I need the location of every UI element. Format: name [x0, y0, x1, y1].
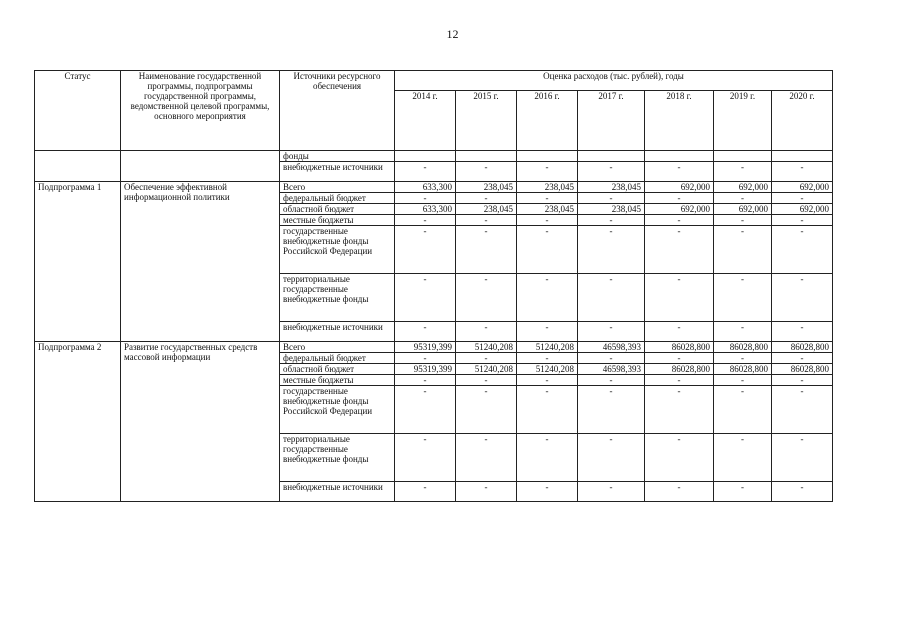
value-cell: 46598,393 — [578, 342, 645, 353]
header-sources: Источники ресурсного обеспечения — [280, 71, 395, 151]
source-cell: территориальные государственные внебюджетные фонды — [280, 274, 395, 322]
value-cell: - — [456, 274, 517, 322]
value-cell: - — [517, 274, 578, 322]
value-cell: - — [517, 193, 578, 204]
value-cell: - — [645, 482, 714, 502]
value-cell: 51240,208 — [456, 342, 517, 353]
value-cell: - — [772, 322, 833, 342]
value-cell: - — [578, 162, 645, 182]
value-cell: - — [772, 353, 833, 364]
value-cell: 95319,399 — [395, 342, 456, 353]
value-cell: - — [714, 386, 772, 434]
header-year: 2015 г. — [456, 91, 517, 151]
value-cell: - — [578, 386, 645, 434]
value-cell: 692,000 — [714, 182, 772, 193]
value-cell: 633,300 — [395, 204, 456, 215]
value-cell: - — [578, 193, 645, 204]
value-cell: - — [578, 482, 645, 502]
header-name: Наименование государственной программы, подпрограммы государственной программы, ведомственной целевой программы, основного мероприятия — [121, 71, 280, 151]
program-name-cell: Развитие государственных средств массовой информации — [121, 342, 280, 502]
source-cell: внебюджетные источники — [280, 482, 395, 502]
program-name-cell — [121, 151, 280, 182]
value-cell: - — [772, 434, 833, 482]
value-cell: - — [714, 322, 772, 342]
value-cell: - — [772, 274, 833, 322]
value-cell: - — [456, 162, 517, 182]
value-cell — [645, 151, 714, 162]
source-cell: областной бюджет — [280, 204, 395, 215]
value-cell: 692,000 — [645, 182, 714, 193]
value-cell: 238,045 — [517, 182, 578, 193]
value-cell: - — [395, 193, 456, 204]
source-cell: государственные внебюджетные фонды Российской Федерации — [280, 386, 395, 434]
value-cell: 95319,399 — [395, 364, 456, 375]
value-cell: - — [714, 482, 772, 502]
value-cell: - — [456, 434, 517, 482]
header-year: 2019 г. — [714, 91, 772, 151]
header-year: 2016 г. — [517, 91, 578, 151]
value-cell: - — [456, 215, 517, 226]
value-cell: - — [456, 193, 517, 204]
header-year: 2018 г. — [645, 91, 714, 151]
source-cell: федеральный бюджет — [280, 193, 395, 204]
page-number: 12 — [446, 27, 459, 41]
value-cell: - — [517, 226, 578, 274]
source-cell: местные бюджеты — [280, 375, 395, 386]
value-cell: - — [578, 226, 645, 274]
table-row — [35, 182, 833, 193]
value-cell: 692,000 — [772, 204, 833, 215]
value-cell: - — [395, 375, 456, 386]
value-cell: - — [395, 386, 456, 434]
value-cell: - — [645, 322, 714, 342]
value-cell: - — [456, 386, 517, 434]
value-cell: 238,045 — [456, 204, 517, 215]
value-cell: - — [772, 162, 833, 182]
value-cell: - — [645, 375, 714, 386]
value-cell: - — [395, 215, 456, 226]
source-cell: государственные внебюджетные фонды Российской Федерации — [280, 226, 395, 274]
value-cell: - — [456, 226, 517, 274]
value-cell: - — [517, 375, 578, 386]
value-cell: - — [395, 434, 456, 482]
status-cell — [35, 151, 121, 182]
value-cell: 86028,800 — [714, 342, 772, 353]
source-cell: Всего — [280, 342, 395, 353]
value-cell: 238,045 — [456, 182, 517, 193]
value-cell: - — [578, 353, 645, 364]
header-status: Статус — [35, 71, 121, 151]
value-cell: 51240,208 — [456, 364, 517, 375]
value-cell: - — [517, 322, 578, 342]
value-cell: 692,000 — [645, 204, 714, 215]
value-cell: - — [714, 162, 772, 182]
header-year: 2014 г. — [395, 91, 456, 151]
source-cell: местные бюджеты — [280, 215, 395, 226]
value-cell: 238,045 — [578, 182, 645, 193]
value-cell: - — [456, 322, 517, 342]
value-cell: - — [714, 353, 772, 364]
value-cell: - — [517, 386, 578, 434]
value-cell: - — [578, 375, 645, 386]
value-cell: 86028,800 — [772, 364, 833, 375]
status-cell: Подпрограмма 1 — [35, 182, 121, 342]
value-cell: - — [645, 353, 714, 364]
value-cell: - — [456, 353, 517, 364]
value-cell: - — [395, 322, 456, 342]
value-cell: - — [517, 215, 578, 226]
source-cell: фонды — [280, 151, 395, 162]
value-cell: 51240,208 — [517, 364, 578, 375]
value-cell: - — [772, 386, 833, 434]
value-cell — [517, 151, 578, 162]
program-name-cell: Обеспечение эффективной информационной политики — [121, 182, 280, 342]
table-row — [35, 151, 833, 162]
source-cell: федеральный бюджет — [280, 353, 395, 364]
header-year: 2020 г. — [772, 91, 833, 151]
value-cell: - — [714, 193, 772, 204]
value-cell: - — [714, 434, 772, 482]
status-cell: Подпрограмма 2 — [35, 342, 121, 502]
value-cell: - — [395, 162, 456, 182]
header-year: 2017 г. — [578, 91, 645, 151]
value-cell: - — [578, 434, 645, 482]
value-cell: - — [578, 215, 645, 226]
table-row — [35, 342, 833, 353]
budget-table — [34, 70, 833, 502]
value-cell: - — [714, 375, 772, 386]
source-cell: областной бюджет — [280, 364, 395, 375]
value-cell: - — [517, 434, 578, 482]
value-cell — [772, 151, 833, 162]
value-cell — [714, 151, 772, 162]
value-cell: - — [772, 482, 833, 502]
source-cell: Всего — [280, 182, 395, 193]
value-cell: - — [456, 482, 517, 502]
value-cell: - — [645, 274, 714, 322]
value-cell: - — [714, 226, 772, 274]
value-cell: - — [645, 434, 714, 482]
value-cell: 692,000 — [772, 182, 833, 193]
source-cell: территориальные государственные внебюджетные фонды — [280, 434, 395, 482]
value-cell: - — [645, 226, 714, 274]
value-cell: - — [395, 226, 456, 274]
value-cell: - — [772, 215, 833, 226]
source-cell: внебюджетные источники — [280, 162, 395, 182]
value-cell: - — [395, 274, 456, 322]
value-cell: - — [645, 162, 714, 182]
value-cell: - — [645, 193, 714, 204]
header-estimate: Оценка расходов (тыс. рублей), годы — [395, 71, 833, 91]
value-cell: 51240,208 — [517, 342, 578, 353]
value-cell: - — [772, 375, 833, 386]
value-cell — [578, 151, 645, 162]
value-cell: 86028,800 — [645, 342, 714, 353]
value-cell — [395, 151, 456, 162]
value-cell: 238,045 — [517, 204, 578, 215]
value-cell: - — [772, 226, 833, 274]
value-cell: - — [517, 482, 578, 502]
value-cell — [456, 151, 517, 162]
value-cell: - — [772, 193, 833, 204]
source-cell: внебюджетные источники — [280, 322, 395, 342]
value-cell: - — [645, 215, 714, 226]
value-cell: - — [517, 353, 578, 364]
value-cell: 86028,800 — [772, 342, 833, 353]
value-cell: 238,045 — [578, 204, 645, 215]
value-cell: - — [517, 162, 578, 182]
value-cell: - — [578, 274, 645, 322]
value-cell: - — [395, 353, 456, 364]
value-cell: 86028,800 — [645, 364, 714, 375]
value-cell: - — [714, 215, 772, 226]
value-cell: - — [395, 482, 456, 502]
value-cell: 633,300 — [395, 182, 456, 193]
value-cell: - — [714, 274, 772, 322]
value-cell: - — [578, 322, 645, 342]
value-cell: 692,000 — [714, 204, 772, 215]
value-cell: - — [456, 375, 517, 386]
value-cell: 86028,800 — [714, 364, 772, 375]
value-cell: 46598,393 — [578, 364, 645, 375]
value-cell: - — [645, 386, 714, 434]
